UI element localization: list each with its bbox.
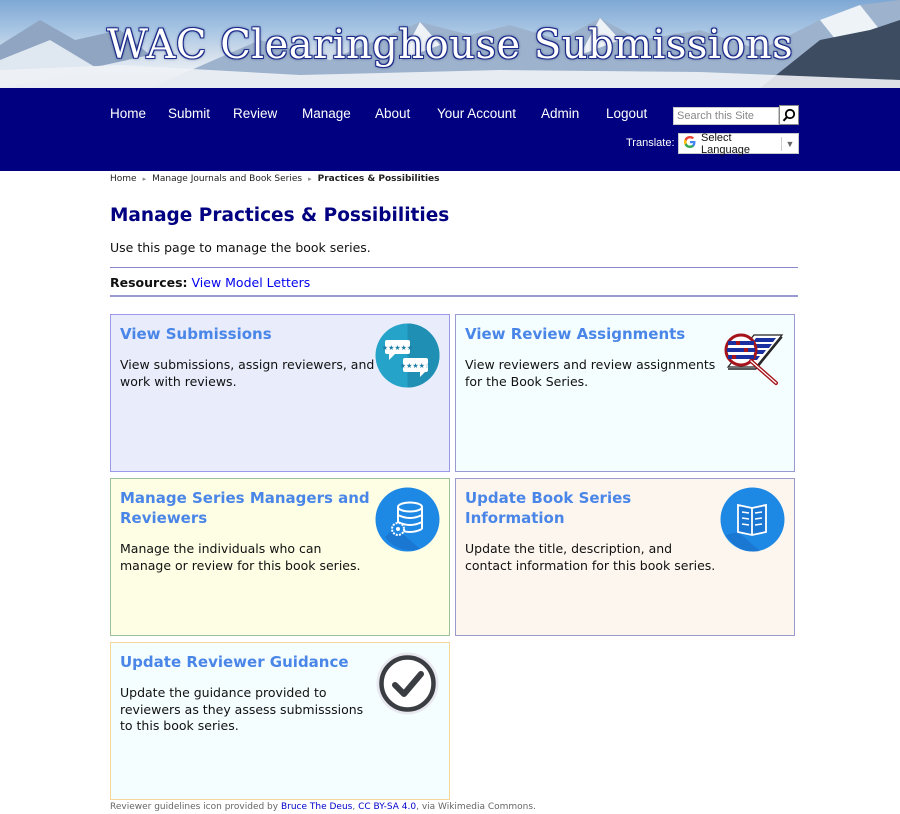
card-view-submissions[interactable] xyxy=(110,314,450,472)
checkmark-circle-icon xyxy=(375,651,440,716)
search-button[interactable] xyxy=(779,105,799,125)
card-description: View reviewers and review assignments for the Book Series. xyxy=(465,357,716,389)
card-title[interactable]: View Review Assignments xyxy=(465,325,686,343)
dropdown-arrow-icon: ▼ xyxy=(785,138,795,149)
card-title[interactable]: Update Reviewer Guidance xyxy=(120,653,349,671)
nav-links xyxy=(110,106,647,121)
site-title: WAC Clearinghouse Submissions xyxy=(106,22,794,68)
card-title[interactable]: Manage Series Managers and Reviewers xyxy=(120,489,370,527)
breadcrumb-current: Practices & Possibilities xyxy=(317,174,440,184)
database-gear-icon xyxy=(375,487,440,552)
search-input[interactable]: Search this Site xyxy=(673,107,779,125)
author-link[interactable]: Bruce The Deus xyxy=(280,802,353,812)
svg-text:★★★★★: ★★★★★ xyxy=(381,344,414,352)
card-view-review-assignments[interactable] xyxy=(455,314,795,472)
nav-admin[interactable]: Admin xyxy=(541,106,580,121)
breadcrumb xyxy=(110,174,440,184)
search-icon xyxy=(782,108,796,122)
breadcrumb-separator-icon: ▸ xyxy=(308,175,312,183)
nav-logout[interactable]: Logout xyxy=(606,106,648,121)
page-description: Use this page to manage the book series. xyxy=(110,240,371,255)
resources-label: Resources: xyxy=(110,275,188,290)
nav-about[interactable]: About xyxy=(375,106,411,121)
card-update-reviewer-guidance[interactable] xyxy=(110,642,450,800)
icon-attribution xyxy=(110,802,536,812)
card-description: Update the guidance provided to reviewers as they assess submisssions to this book series. xyxy=(120,685,364,733)
card-title[interactable]: Update Book Series Information xyxy=(465,489,632,527)
card-update-book-series-info[interactable] xyxy=(455,478,795,636)
license-link[interactable]: CC BY-SA 4.0 xyxy=(358,802,417,812)
card-title[interactable]: View Submissions xyxy=(120,325,272,343)
nav-submit[interactable]: Submit xyxy=(168,106,211,121)
magnifier-document-icon xyxy=(720,323,785,388)
reviews-chat-icon xyxy=(375,323,440,388)
nav-manage[interactable]: Manage xyxy=(302,106,351,121)
site-banner xyxy=(0,0,900,88)
svg-text:★★★★☆: ★★★★☆ xyxy=(399,362,432,370)
translate-label: Translate: xyxy=(626,137,675,149)
nav-your-account[interactable]: Your Account xyxy=(437,106,517,121)
language-select-value: Select Language xyxy=(701,131,750,156)
google-icon xyxy=(680,135,700,152)
divider xyxy=(110,295,798,297)
open-book-icon xyxy=(720,487,785,552)
breadcrumb-manage-journals[interactable]: Manage Journals and Book Series xyxy=(152,174,303,184)
language-select[interactable] xyxy=(678,133,799,154)
attribution-prefix: Reviewer guidelines icon provided by xyxy=(110,802,281,812)
card-description: View submissions, assign reviewers, and work with reviews. xyxy=(120,357,375,389)
card-manage-series-managers[interactable] xyxy=(110,478,450,636)
breadcrumb-separator-icon: ▸ xyxy=(142,175,147,183)
divider xyxy=(110,267,798,268)
main-navigation xyxy=(0,88,900,171)
resources-bar xyxy=(110,275,310,290)
attribution-comma: , xyxy=(352,802,359,812)
page-title: Manage Practices & Possibilities xyxy=(110,205,450,226)
breadcrumb-home[interactable]: Home xyxy=(110,174,137,184)
nav-home[interactable]: Home xyxy=(110,106,147,121)
view-model-letters-link[interactable]: View Model Letters xyxy=(191,275,311,290)
card-description: Manage the individuals who can manage or review for this book series. xyxy=(120,541,361,573)
nav-review[interactable]: Review xyxy=(233,106,278,121)
card-description: Update the title, description, and contact information for this book series. xyxy=(465,541,716,573)
attribution-suffix: , via Wikimedia Commons. xyxy=(416,802,536,812)
